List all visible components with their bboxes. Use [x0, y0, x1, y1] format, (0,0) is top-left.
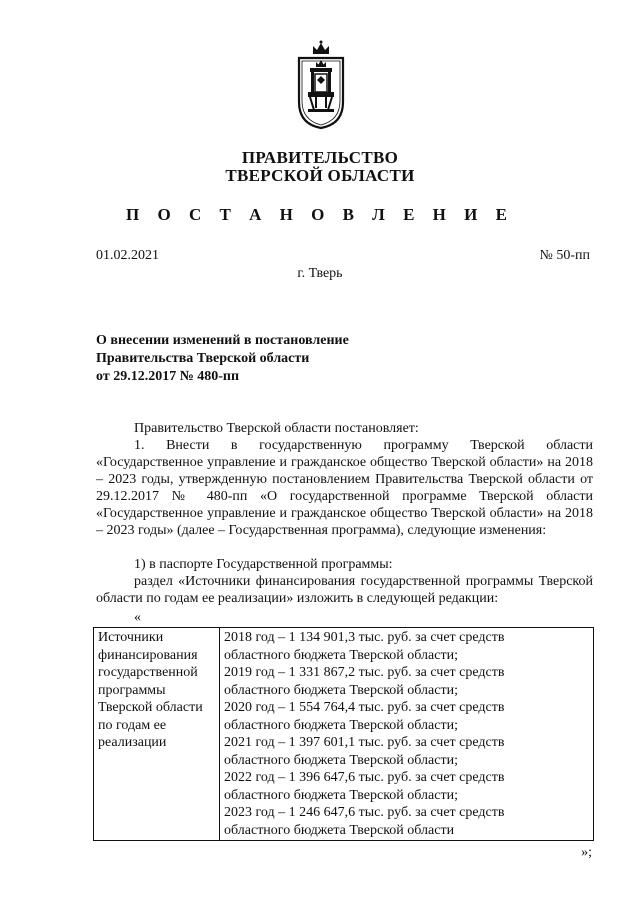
list-item: 2020 год – 1 554 764,4 тыс. руб. за счет средств	[224, 700, 505, 715]
document-city: г. Тверь	[297, 266, 343, 281]
financing-values-cell	[220, 628, 594, 841]
subitem-1-paragraph: 1) в паспорте Государственной программы:	[134, 557, 393, 572]
financing-table	[93, 627, 594, 841]
table-row	[94, 628, 594, 841]
list-item: областного бюджета Тверской области;	[224, 787, 458, 803]
list-item: областного бюджета Тверской области;	[224, 717, 458, 733]
subject-line: от 29.12.2017 № 480-пп	[96, 369, 240, 384]
document-subject	[96, 332, 349, 386]
list-item: областного бюджета Тверской области;	[224, 682, 458, 698]
financing-label-cell: Источники финансирования государственной программы Тверской области по годам ее реализации	[94, 628, 220, 841]
list-item: 2022 год – 1 396 647,6 тыс. руб. за счет средств	[224, 770, 505, 785]
intro-paragraph: Правительство Тверской области постановляет:	[134, 421, 419, 436]
list-item: 2023 год – 1 246 647,6 тыс. руб. за счет средств	[224, 805, 505, 820]
document-number: № 50-пп	[539, 248, 590, 263]
document-type: П О С Т А Н О В Л Е Н И Е	[126, 205, 514, 224]
list-item: 2018 год – 1 134 901,3 тыс. руб. за счет средств	[224, 630, 505, 645]
subject-line: Правительства Тверской области	[96, 351, 310, 366]
list-item: областного бюджета Тверской области	[224, 822, 455, 838]
list-item: областного бюджета Тверской области;	[224, 752, 458, 768]
list-item: 2019 год – 1 331 867,2 тыс. руб. за счет средств	[224, 665, 505, 680]
item-1-paragraph: 1. Внести в государственную программу Тверской области «Государственное управление и гражданское общество Тверской области» на 2018 – 2023 годы, утвержденную постановлением Правительства Тверской области от 29.12.2017 № 480-пп «О государственной программе Тверской области «Государственное управление и гражданское общество Тверской области» на 2018 – 2023 годы» (далее – Государственная программа), следующие изменения:	[96, 438, 593, 538]
coat-of-arms-emblem	[296, 40, 346, 130]
opening-quote: «	[134, 610, 141, 625]
section-paragraph: раздел «Источники финансирования государственной программы Тверской области по годам ее реализации» изложить в следующей редакции:	[96, 574, 593, 606]
list-item: областного бюджета Тверской области;	[224, 647, 458, 663]
government-title: ПРАВИТЕЛЬСТВО	[241, 148, 399, 167]
closing-quote: »;	[581, 845, 592, 860]
government-region: ТВЕРСКОЙ ОБЛАСТИ	[225, 166, 415, 185]
subject-line: О внесении изменений в постановление	[96, 333, 349, 348]
list-item: 2021 год – 1 397 601,1 тыс. руб. за счет средств	[224, 735, 505, 750]
document-date: 01.02.2021	[96, 248, 159, 263]
